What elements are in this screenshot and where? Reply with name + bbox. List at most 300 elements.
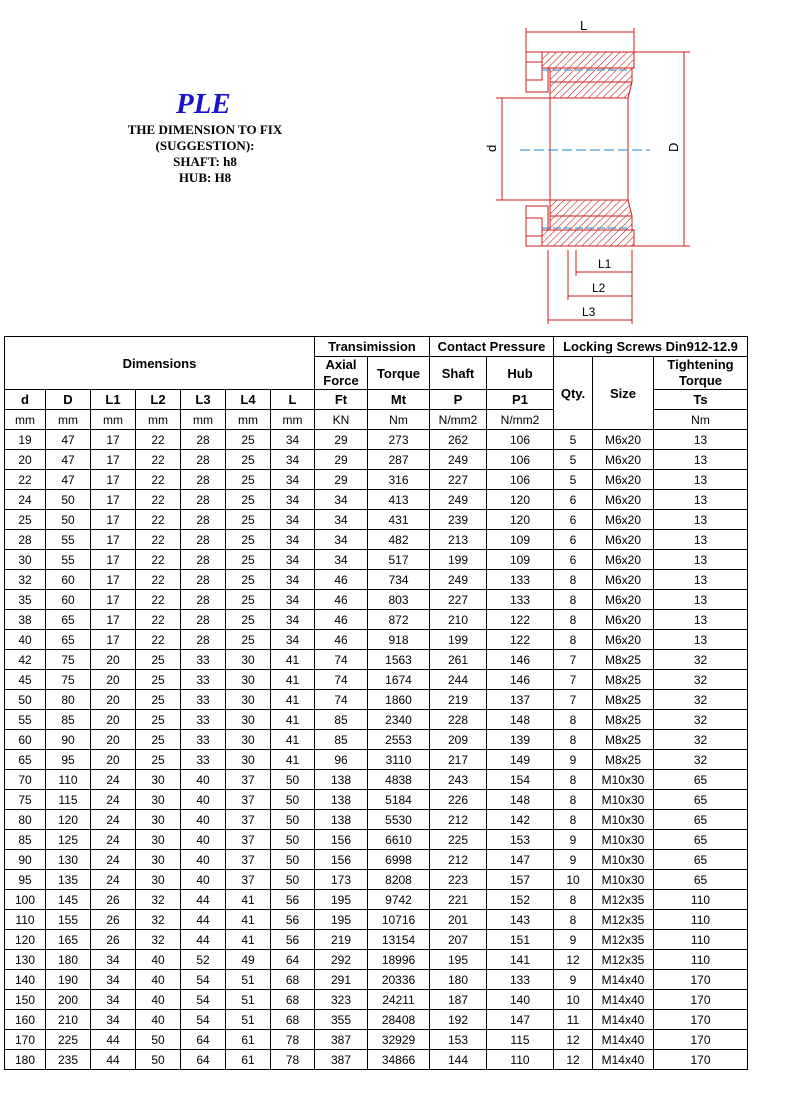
table-cell: 65 [654,830,748,850]
table-row [5,630,748,650]
table-cell: 75 [46,650,91,670]
table-cell: 34 [315,530,368,550]
symbol-cell: L4 [226,390,271,410]
table-cell: 261 [430,650,487,670]
table-row [5,990,748,1010]
table-cell: 28 [181,590,226,610]
table-cell: 34 [271,630,315,650]
table-cell: 50 [136,1050,181,1070]
table-cell: 24 [5,490,46,510]
table-cell: 148 [487,790,554,810]
table-cell: 54 [181,970,226,990]
table-cell: 78 [271,1030,315,1050]
table-cell: 130 [5,950,46,970]
table-cell: 431 [368,510,430,530]
table-cell: 64 [271,950,315,970]
qty-header: Qty. [554,357,593,430]
table-cell: 47 [46,470,91,490]
table-cell: 50 [46,510,91,530]
product-title: PLE [176,88,231,120]
table-cell: 25 [226,490,271,510]
table-cell: 192 [430,1010,487,1030]
table-cell: 227 [430,470,487,490]
table-cell: 8 [554,570,593,590]
table-cell: 41 [271,650,315,670]
table-cell: 34 [271,510,315,530]
table-cell: 125 [46,830,91,850]
table-cell: 28408 [368,1010,430,1030]
table-cell: 156 [315,850,368,870]
symbol-cell: L3 [181,390,226,410]
table-cell: 7 [554,650,593,670]
table-cell: 17 [91,630,136,650]
table-cell: 8208 [368,870,430,890]
table-cell: 20 [5,450,46,470]
table-cell: 150 [5,990,46,1010]
dim-label-L: L [580,18,588,33]
table-cell: 2340 [368,710,430,730]
table-cell: 226 [430,790,487,810]
table-cell: 17 [91,570,136,590]
table-cell: 24 [91,830,136,850]
table-cell: 144 [430,1050,487,1070]
table-cell: 140 [5,970,46,990]
table-cell: 61 [226,1030,271,1050]
size-header: Size [593,357,654,430]
table-cell: 173 [315,870,368,890]
symbol-cell: Ft [315,390,368,410]
axial-force-header: Axial Force [315,357,368,390]
table-cell: 25 [226,510,271,530]
table-cell: 44 [181,890,226,910]
table-cell: 155 [46,910,91,930]
hub-header: Hub [487,357,554,390]
table-cell: 5530 [368,810,430,830]
table-cell: 110 [654,910,748,930]
table-cell: 20336 [368,970,430,990]
table-cell: 34 [315,550,368,570]
dimensions-header: Dimensions [5,337,315,390]
table-row [5,490,748,510]
table-cell: 137 [487,690,554,710]
table-row [5,770,748,790]
table-cell: 25 [136,750,181,770]
table-cell: 24 [91,770,136,790]
table-row [5,850,748,870]
table-cell: 65 [654,850,748,870]
table-cell: 9 [554,750,593,770]
table-cell: 28 [181,470,226,490]
table-cell: 44 [181,910,226,930]
table-cell: 68 [271,1010,315,1030]
table-cell: 157 [487,870,554,890]
table-row [5,430,748,450]
table-cell: 11 [554,1010,593,1030]
table-cell: 34 [91,950,136,970]
table-cell: 65 [46,630,91,650]
table-cell: 13154 [368,930,430,950]
shaft-header: Shaft [430,357,487,390]
table-cell: 9 [554,830,593,850]
table-cell: 160 [5,1010,46,1030]
table-cell: 7 [554,690,593,710]
table-cell: 1563 [368,650,430,670]
table-cell: 228 [430,710,487,730]
table-cell: 47 [46,450,91,470]
table-cell: 37 [226,790,271,810]
table-cell: 40 [181,770,226,790]
table-cell: M6x20 [593,470,654,490]
table-cell: 30 [136,790,181,810]
table-cell: 6 [554,490,593,510]
table-cell: 316 [368,470,430,490]
table-row [5,910,748,930]
table-cell: 75 [5,790,46,810]
table-row [5,970,748,990]
table-cell: 28 [181,630,226,650]
table-cell: 41 [271,750,315,770]
table-cell: M10x30 [593,850,654,870]
table-cell: M8x25 [593,670,654,690]
table-cell: 24 [91,790,136,810]
table-cell: 20 [91,710,136,730]
table-body [5,430,748,1070]
symbol-cell: P [430,390,487,410]
table-cell: 734 [368,570,430,590]
table-cell: 46 [315,630,368,650]
table-cell: 8 [554,590,593,610]
table-cell: 22 [136,490,181,510]
table-cell: 74 [315,690,368,710]
table-cell: 6 [554,550,593,570]
table-cell: 32 [136,930,181,950]
table-cell: 41 [226,890,271,910]
table-cell: 32 [654,690,748,710]
table-cell: 65 [46,610,91,630]
table-cell: 6 [554,510,593,530]
table-row [5,590,748,610]
table-cell: 13 [654,570,748,590]
table-cell: 80 [46,690,91,710]
table-cell: M10x30 [593,810,654,830]
table-cell: 180 [430,970,487,990]
table-cell: M12x35 [593,890,654,910]
table-cell: 209 [430,730,487,750]
table-cell: 22 [136,450,181,470]
table-cell: 20 [91,670,136,690]
fit-line: SHAFT: h8 [173,154,237,169]
table-cell: 239 [430,510,487,530]
table-cell: 32 [136,910,181,930]
symbol-cell: L1 [91,390,136,410]
table-cell: M6x20 [593,450,654,470]
table-cell: 60 [46,570,91,590]
table-cell: 6998 [368,850,430,870]
table-cell: 25 [136,670,181,690]
unit-cell: N/mm2 [430,410,487,430]
specification-table [4,336,748,1070]
table-cell: 170 [654,990,748,1010]
table-cell: M6x20 [593,630,654,650]
table-cell: 37 [226,830,271,850]
table-cell: 32 [654,750,748,770]
table-cell: M12x35 [593,930,654,950]
table-cell: 34 [271,530,315,550]
table-row [5,750,748,770]
table-cell: 141 [487,950,554,970]
table-cell: 4838 [368,770,430,790]
table-cell: 55 [46,550,91,570]
table-row [5,470,748,490]
table-cell: 140 [487,990,554,1010]
table-cell: 22 [136,550,181,570]
table-cell: 50 [136,1030,181,1050]
table-cell: 156 [315,830,368,850]
table-cell: 29 [315,430,368,450]
table-cell: 50 [271,790,315,810]
table-cell: 28 [181,510,226,530]
table-cell: 243 [430,770,487,790]
table-cell: M14x40 [593,970,654,990]
table-cell: 1860 [368,690,430,710]
table-cell: 110 [5,910,46,930]
table-cell: 65 [5,750,46,770]
table-cell: 22 [136,430,181,450]
symbol-cell: L [271,390,315,410]
table-cell: M14x40 [593,1050,654,1070]
table-cell: 32 [654,730,748,750]
fit-suggestion [100,122,310,186]
table-cell: 34 [271,610,315,630]
table-cell: 60 [5,730,46,750]
table-cell: 9 [554,970,593,990]
table-cell: 34 [271,590,315,610]
table-cell: 24 [91,850,136,870]
table-cell: 17 [91,590,136,610]
table-cell: 17 [91,510,136,530]
table-cell: M6x20 [593,430,654,450]
table-cell: 106 [487,430,554,450]
table-cell: 195 [430,950,487,970]
table-cell: M10x30 [593,790,654,810]
table-cell: 17 [91,610,136,630]
table-cell: 25 [226,610,271,630]
unit-cell: Nm [368,410,430,430]
table-cell: 217 [430,750,487,770]
unit-cell: mm [271,410,315,430]
table-cell: 143 [487,910,554,930]
table-cell: 33 [181,730,226,750]
table-cell: 50 [46,490,91,510]
table-cell: 95 [5,870,46,890]
table-cell: 30 [136,770,181,790]
table-cell: 30 [226,750,271,770]
table-cell: 10716 [368,910,430,930]
table-cell: 29 [315,470,368,490]
table-cell: 85 [46,710,91,730]
table-cell: 138 [315,770,368,790]
table-cell: 28 [181,570,226,590]
table-cell: M6x20 [593,570,654,590]
table-cell: 85 [315,730,368,750]
table-cell: 17 [91,490,136,510]
table-cell: 110 [654,930,748,950]
table-cell: 32 [654,710,748,730]
table-cell: 148 [487,710,554,730]
table-cell: 207 [430,930,487,950]
table-cell: 25 [5,510,46,530]
table-cell: 37 [226,850,271,870]
table-cell: 17 [91,530,136,550]
table-cell: 170 [654,1030,748,1050]
table-cell: M6x20 [593,550,654,570]
table-cell: 13 [654,630,748,650]
table-cell: 25 [136,710,181,730]
table-cell: 17 [91,430,136,450]
table-cell: 221 [430,890,487,910]
table-row [5,1030,748,1050]
table-cell: 9 [554,930,593,950]
table-cell: 56 [271,910,315,930]
table-cell: 34 [91,1010,136,1030]
table-cell: 13 [654,590,748,610]
table-cell: 219 [315,930,368,950]
table-cell: 212 [430,810,487,830]
table-cell: 146 [487,650,554,670]
table-cell: 24 [91,870,136,890]
table-cell: 180 [46,950,91,970]
table-row [5,650,748,670]
table-cell: 44 [91,1030,136,1050]
table-cell: 28 [181,490,226,510]
table-cell: 482 [368,530,430,550]
table-cell: M8x25 [593,690,654,710]
table-cell: 8 [554,790,593,810]
table-cell: 56 [271,930,315,950]
table-cell: 147 [487,1010,554,1030]
table-cell: 85 [315,710,368,730]
table-row [5,790,748,810]
table-cell: M6x20 [593,490,654,510]
table-cell: 40 [181,850,226,870]
table-cell: 17 [91,550,136,570]
table-cell: 42 [5,650,46,670]
table-cell: 13 [654,430,748,450]
table-row [5,810,748,830]
table-cell: 2553 [368,730,430,750]
table-cell: 6610 [368,830,430,850]
table-cell: 34 [91,990,136,1010]
table-cell: 30 [226,710,271,730]
table-cell: 20 [91,650,136,670]
table-cell: 106 [487,470,554,490]
table-cell: 22 [136,590,181,610]
table-cell: 13 [654,470,748,490]
table-cell: M14x40 [593,1030,654,1050]
table-cell: 65 [654,770,748,790]
table-cell: 517 [368,550,430,570]
unit-cell: mm [5,410,46,430]
transmission-header: Transimission [315,337,430,357]
table-cell: 8 [554,630,593,650]
table-cell: 50 [5,690,46,710]
table-cell: 25 [226,450,271,470]
table-cell: 249 [430,570,487,590]
table-cell: 106 [487,450,554,470]
table-cell: 17 [91,450,136,470]
table-cell: M8x25 [593,750,654,770]
table-cell: 28 [5,530,46,550]
table-cell: 40 [181,870,226,890]
lower-section [526,200,634,246]
table-cell: 34 [271,450,315,470]
table-cell: 413 [368,490,430,510]
table-cell: 30 [5,550,46,570]
table-cell: 34866 [368,1050,430,1070]
table-cell: 74 [315,650,368,670]
table-cell: 51 [226,970,271,990]
table-cell: 35 [5,590,46,610]
table-cell: 25 [226,530,271,550]
table-cell: 387 [315,1030,368,1050]
table-cell: 110 [46,770,91,790]
table-cell: 80 [5,810,46,830]
table-cell: 147 [487,850,554,870]
table-cell: M10x30 [593,770,654,790]
table-cell: 54 [181,990,226,1010]
table-cell: 3110 [368,750,430,770]
table-cell: 44 [91,1050,136,1070]
table-cell: 9742 [368,890,430,910]
dim-label-d: d [484,144,499,152]
table-cell: 25 [136,690,181,710]
table-cell: 249 [430,490,487,510]
table-cell: 52 [181,950,226,970]
table-cell: M8x25 [593,710,654,730]
table-cell: 199 [430,550,487,570]
table-cell: 33 [181,750,226,770]
table-cell: 37 [226,810,271,830]
table-cell: 170 [654,970,748,990]
table-cell: 32 [5,570,46,590]
table-cell: M6x20 [593,590,654,610]
table-cell: 41 [271,730,315,750]
table-cell: M8x25 [593,730,654,750]
table-cell: 10 [554,870,593,890]
unit-cell: mm [46,410,91,430]
table-cell: 18996 [368,950,430,970]
table-cell: 13 [654,610,748,630]
table-cell: 46 [315,570,368,590]
table-cell: 149 [487,750,554,770]
table-cell: 32 [136,890,181,910]
table-cell: 133 [487,590,554,610]
table-cell: 34 [91,970,136,990]
table-cell: 22 [136,610,181,630]
table-cell: 180 [5,1050,46,1070]
table-cell: 8 [554,910,593,930]
table-row [5,930,748,950]
table-cell: 25 [136,730,181,750]
table-cell: 135 [46,870,91,890]
table-cell: 20 [91,730,136,750]
table-cell: 200 [46,990,91,1010]
table-cell: 13 [654,530,748,550]
table-cell: 47 [46,430,91,450]
table-cell: 74 [315,670,368,690]
table-cell: 9 [554,850,593,870]
table-row [5,950,748,970]
